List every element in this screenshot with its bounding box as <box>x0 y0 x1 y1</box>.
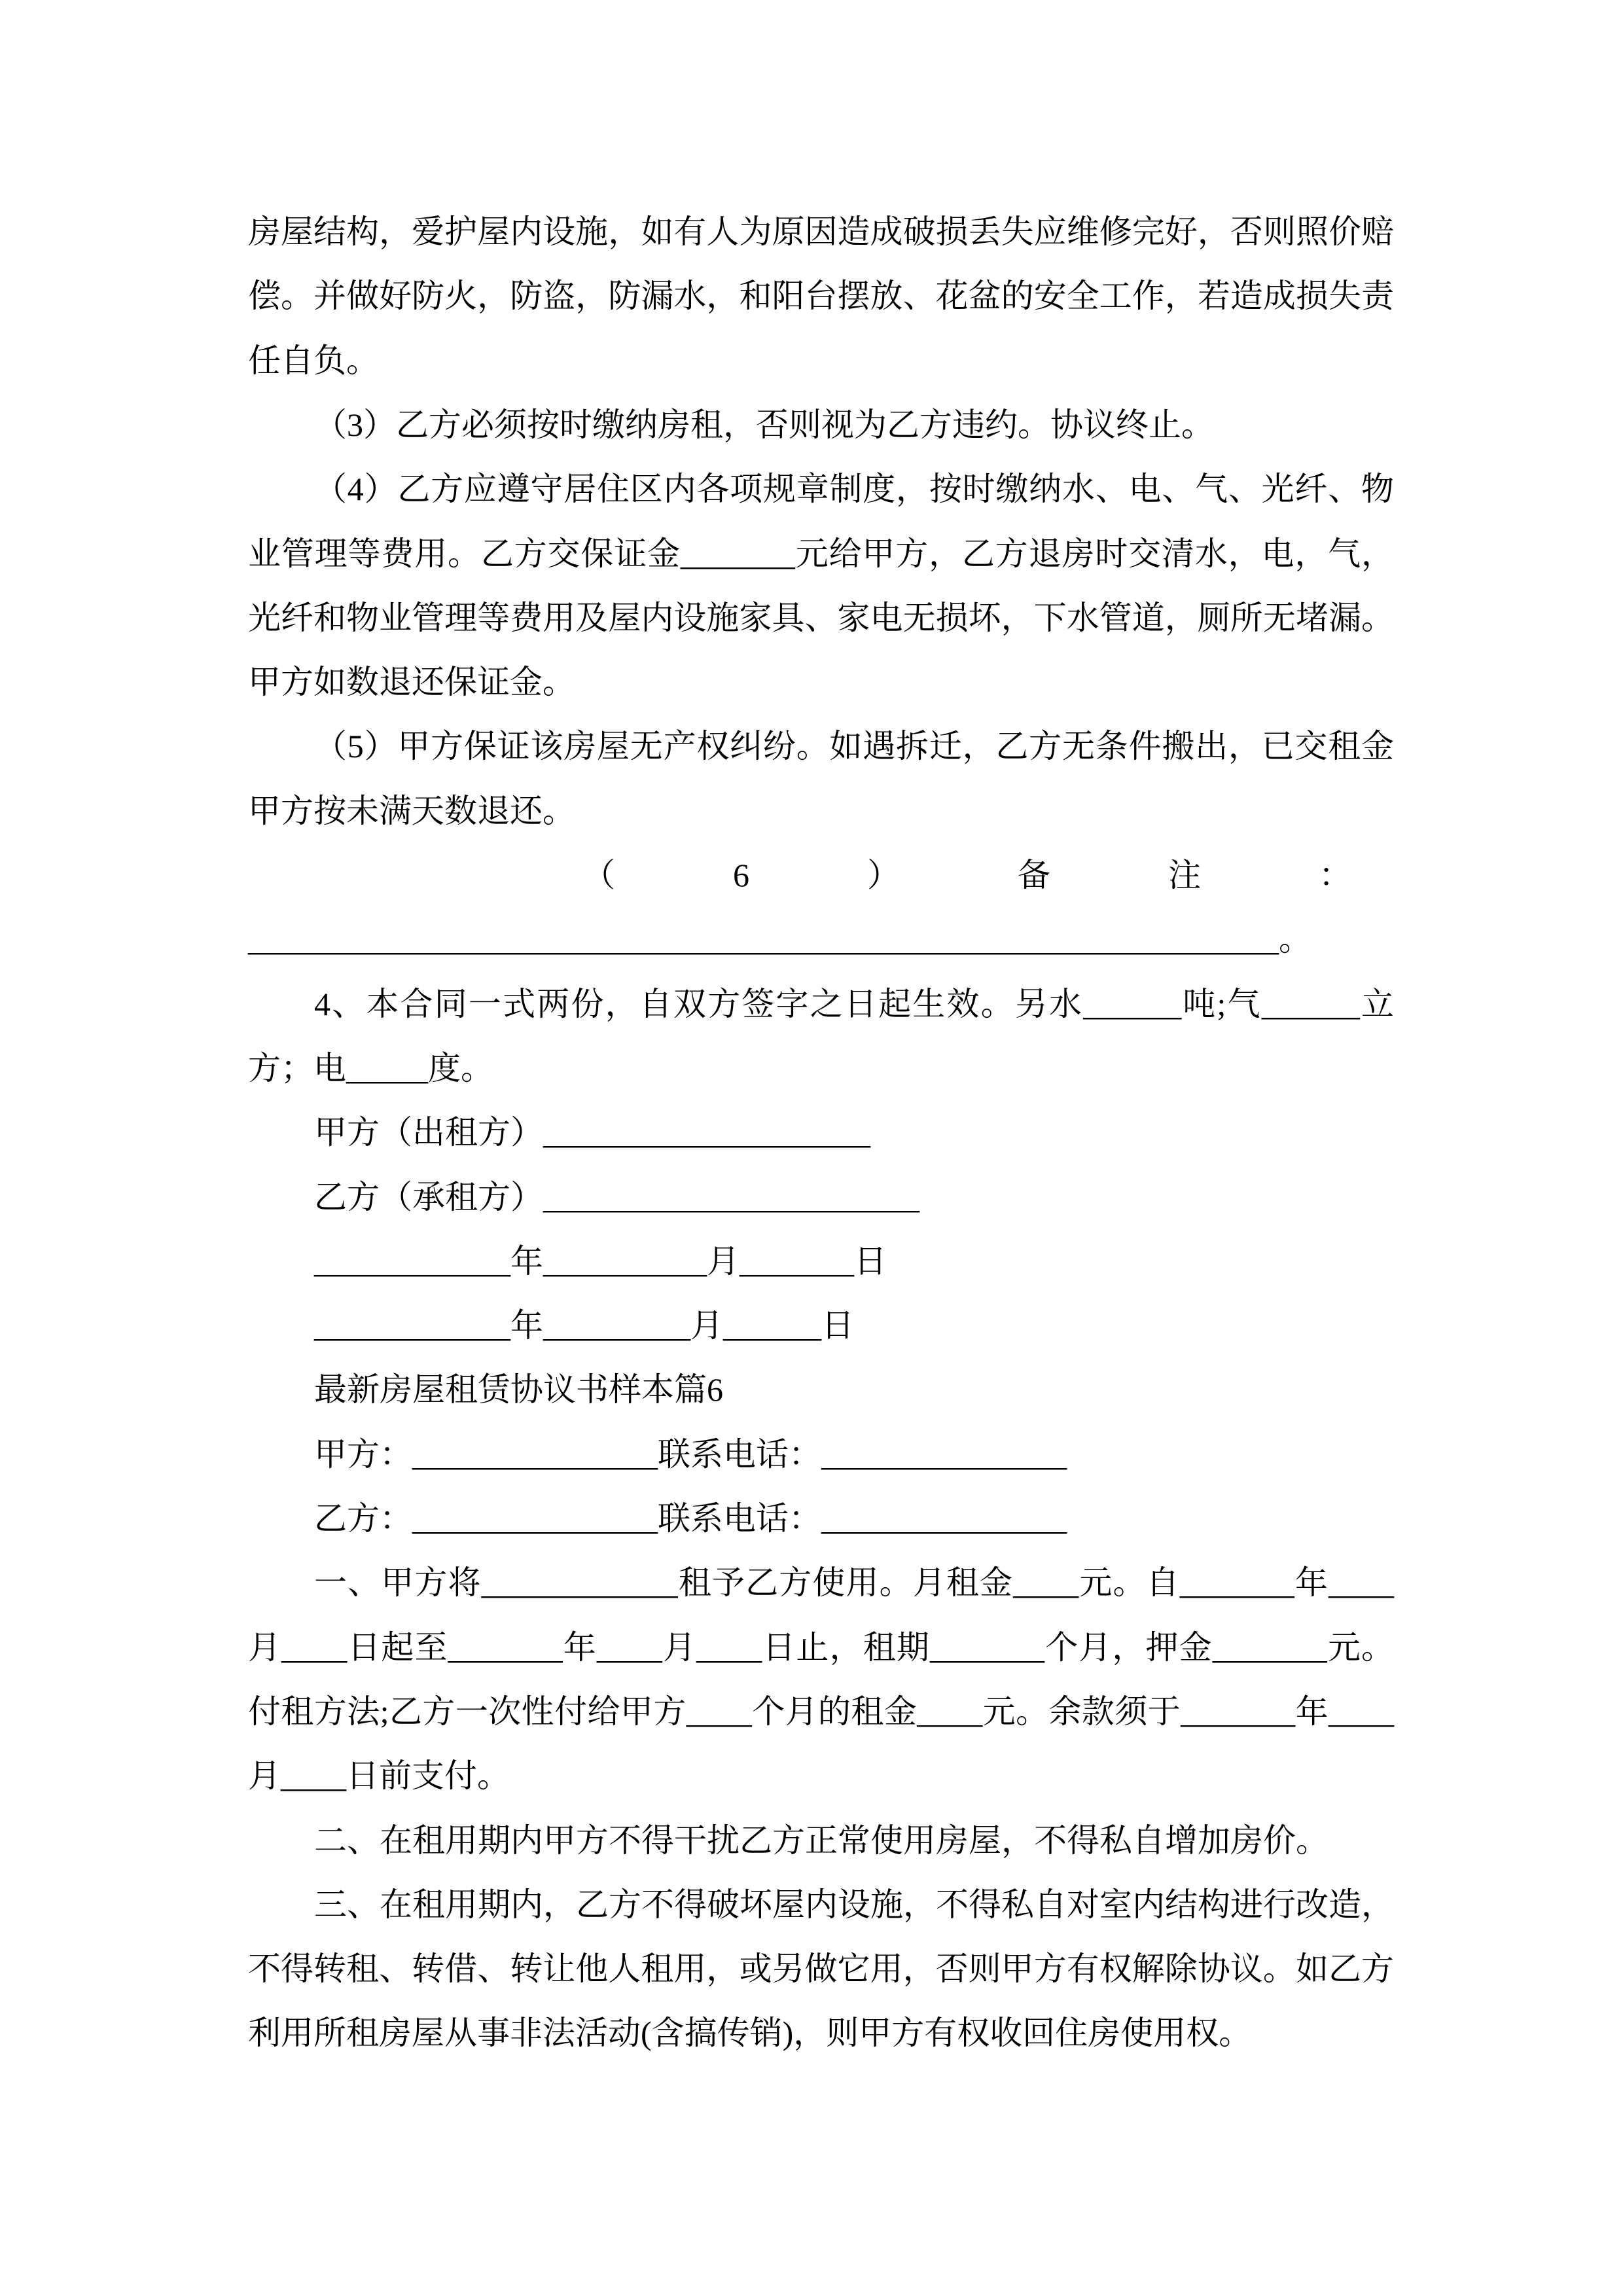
text-line: 月____日前支付。 <box>248 1757 510 1795</box>
text-line: 甲方：_______________联系电话：_______________ <box>314 1435 1067 1473</box>
text-line: 甲方（出租方）____________________ <box>314 1114 870 1151</box>
text-line: 业管理等费用。乙方交保证金_______元给甲方，乙方退房时交清水，电，气， <box>248 535 1394 572</box>
text-line: 甲方如数退还保证金。 <box>248 664 575 701</box>
text-line: 房屋结构，爱护屋内设施，如有人为原因造成破损丢失应维修完好，否则照价赔 <box>248 213 1394 250</box>
section-heading: 最新房屋租赁协议书样本篇6 <box>314 1371 723 1408</box>
text-line: 方；电_____度。 <box>248 1049 493 1086</box>
text-line: 4、本合同一式两份，自双方签字之日起生效。另水______吨;气______立 <box>314 985 1394 1022</box>
text-line: （3）乙方必须按时缴纳房租，否则视为乙方违约。协议终止。 <box>314 406 1214 443</box>
text-line: 光纤和物业管理等费用及屋内设施家具、家电无损坏，下水管道，厕所无堵漏。 <box>248 599 1394 636</box>
text-line: ____________年_________月______日 <box>314 1307 854 1344</box>
text-line: 乙方：_______________联系电话：_______________ <box>314 1500 1067 1537</box>
text-line: 一、甲方将____________租予乙方使用。月租金____元。自_______年____ <box>314 1564 1394 1602</box>
text-line: 偿。并做好防火，防盗，防漏水，和阳台摆放、花盆的安全工作，若造成损失责 <box>248 278 1394 315</box>
text-line: 不得转租、转借、转让他人租用，或另做它用，否则甲方有权解除协议。如乙方 <box>248 1950 1394 1988</box>
remarks-label: （6）备注： <box>582 857 1469 893</box>
text-line: （4）乙方应遵守居住区内各项规章制度，按时缴纳水、电、气、光纤、物 <box>314 471 1394 508</box>
text-line: 月____日起至_______年____月____日止，租期_______个月，押金_______元。 <box>248 1628 1394 1666</box>
text-line: （5）甲方保证该房屋无产权纠纷。如遇拆迁，乙方无条件搬出，已交租金 <box>314 728 1394 765</box>
text-line: 甲方按未满天数退还。 <box>248 792 575 829</box>
text-line: _______________________________________________________________。 <box>248 921 1311 958</box>
text-line: 任自负。 <box>248 342 379 379</box>
text-line: ____________年__________月_______日 <box>314 1242 887 1280</box>
text-line: 三、在租用期内，乙方不得破坏屋内设施，不得私自对室内结构进行改造， <box>314 1886 1394 1923</box>
text-line: 乙方（承租方）_______________________ <box>314 1178 919 1215</box>
text-line: 付租方法;乙方一次性付给甲方____个月的租金____元。余款须于_______年____ <box>248 1693 1394 1730</box>
text-line: 二、在租用期内甲方不得干扰乙方正常使用房屋，不得私自增加房价。 <box>314 1821 1329 1859</box>
text-line: 利用所租房屋从事非法活动(含搞传销)，则甲方有权收回住房使用权。 <box>248 2015 1252 2052</box>
